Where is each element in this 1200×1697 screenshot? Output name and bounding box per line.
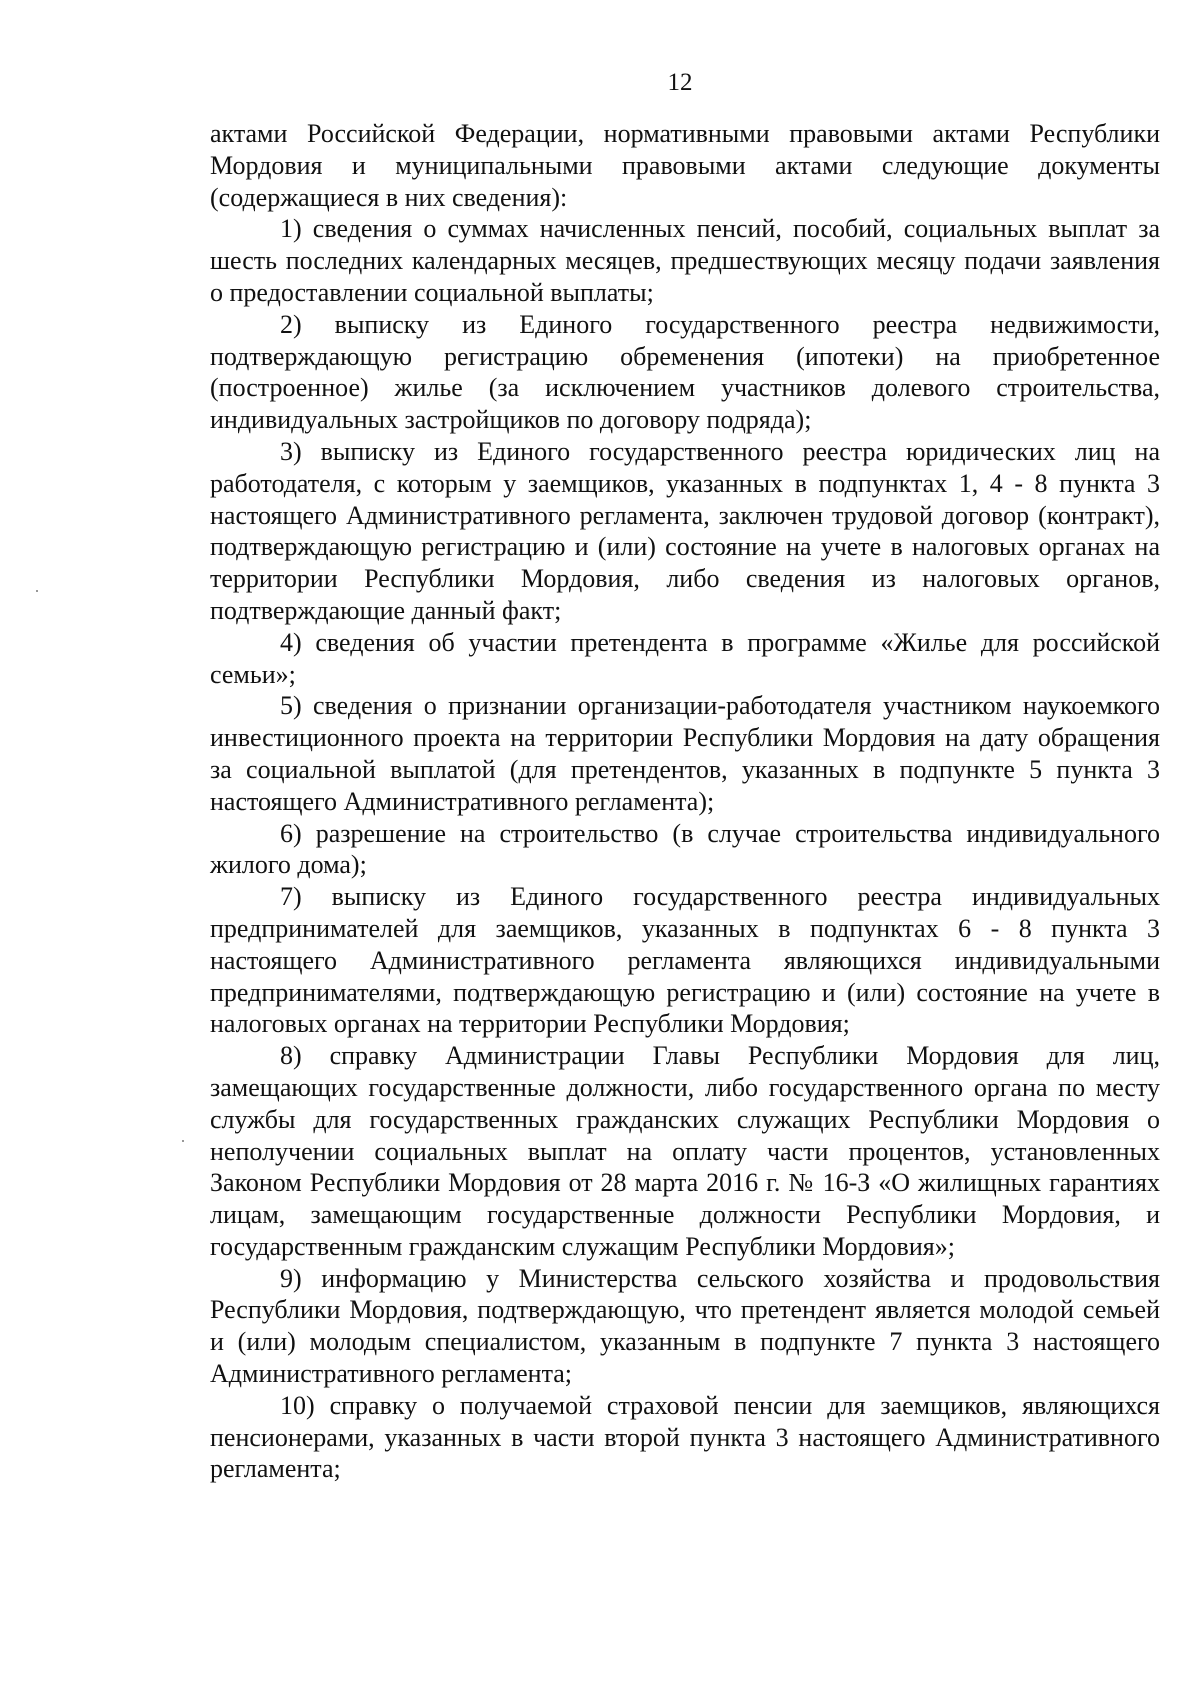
paragraph-continuation: актами Российской Федерации, нормативными правовыми актами Республики Мордовия и муниципальными правовыми актами следующие документы (содержащиеся в них сведения): xyxy=(210,119,1160,212)
list-item-9: 9) информацию у Министерства сельского хозяйства и продовольствия Республики Мордовия, подтверждающую, что претендент является молодой семьей и (или) молодым специалистом, указанным в подпункте 7 пункта 3 настоящего Административного регламента; xyxy=(210,1263,1160,1389)
list-item-1: 1) сведения о суммах начисленных пенсий, пособий, социальных выплат за шесть последних календарных месяцев, предшествующих месяцу подачи заявления о предоставлении социальной выплаты; xyxy=(210,214,1160,307)
page-number: 12 xyxy=(667,69,693,96)
list-item-6: 6) разрешение на строительство (в случае строительства индивидуального жилого дома); xyxy=(210,818,1160,880)
list-item-3: 3) выписку из Единого государственного реестра юридических лиц на работодателя, с которым у заемщиков, указанных в подпунктах 1, 4 - 8 пункта 3 настоящего Административного регламента, заключен трудовой договор (контракт), подтверждающую регистрацию и (или) состояние на учете в налоговых органах на территории Республики Мордовия, либо сведения из налоговых органов, подтверждающие данный факт; xyxy=(210,436,1160,625)
scan-speck xyxy=(36,590,38,592)
list-item-4: 4) сведения об участии претендента в программе «Жилье для российской семьи»; xyxy=(210,627,1160,689)
list-item-8: 8) справку Администрации Главы Республики Мордовия для лиц, замещающих государственные должности, либо государственного органа по месту службы для государственных гражданских служащих Республики Мордовия о неполучении социальных выплат на оплату части процентов, установленных Законом Республики Мордовия от 28 марта 2016 г. № 16-З «О жилищных гарантиях лицам, замещающим государственные должности Республики Мордовия, и государственным гражданским служащим Республики Мордовия»; xyxy=(210,1041,1160,1261)
list-item-2: 2) выписку из Единого государственного реестра недвижимости, подтверждающую регистрацию обременения (ипотеки) на приобретенное (построенное) жилье (за исключением участников долевого строительства, индивидуальных застройщиков по договору подряда); xyxy=(210,309,1160,435)
scan-speck xyxy=(182,1140,184,1142)
list-item-10: 10) справку о получаемой страховой пенсии для заемщиков, являющихся пенсионерами, указанных в части второй пункта 3 настоящего Административного регламента; xyxy=(210,1390,1160,1484)
list-item-7: 7) выписку из Единого государственного реестра индивидуальных предпринимателей для заемщиков, указанных в подпунктах 6 - 8 пункта 3 настоящего Административного регламента являющихся индивидуальными предпринимателями, подтверждающую регистрацию и (или) состояние на учете в налоговых органах на территории Республики Мордовия; xyxy=(210,882,1160,1039)
list-item-5: 5) сведения о признании организации-работодателя участником наукоемкого инвестиционного проекта на территории Республики Мордовия на дату обращения за социальной выплатой (для претендентов, указанных в подпункте 5 пункта 3 настоящего Административного регламента); xyxy=(210,691,1160,816)
document-body xyxy=(210,118,1160,1485)
